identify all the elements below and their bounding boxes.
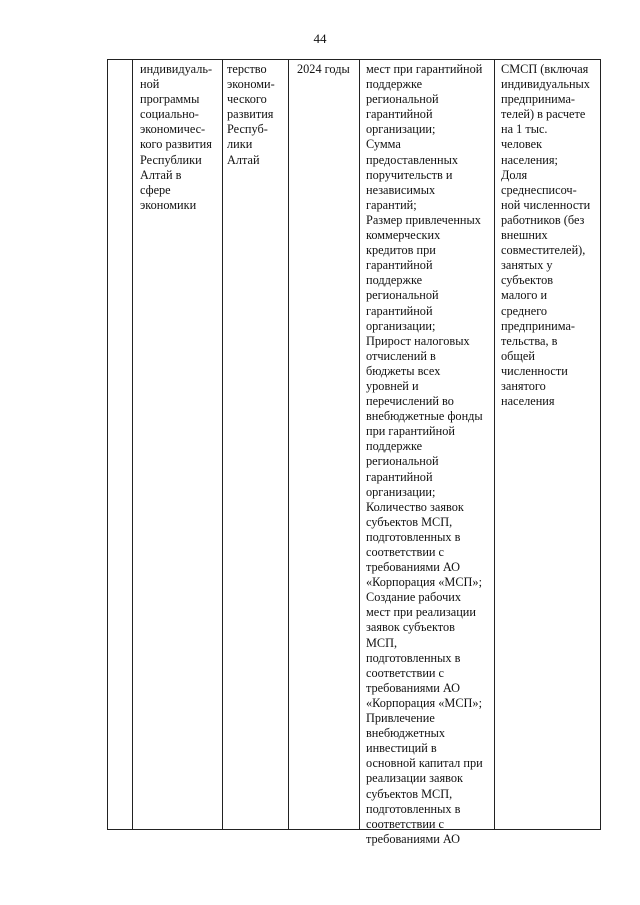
table-cell-executor — [222, 60, 288, 829]
table-cell-year — [288, 60, 359, 829]
table-cell-targets — [494, 60, 600, 829]
cell-targets-text: СМСП (включая индивидуальных предпринима- телей) в расчете на 1 тыс. человек населения; Доля среднесписоч- ной численности работников (без внешних совместителей), занятых у субъектов малого и среднего предпринима- тельства, в общей численности занятого населения — [501, 62, 591, 409]
cell-year-text: 2024 годы — [297, 62, 350, 76]
program-table — [107, 59, 601, 846]
table-cell-program — [132, 60, 222, 829]
cell-program-text: индивидуаль- ной программы социально- экономичес- кого развития Республики Алтай в сфере экономики — [140, 62, 213, 212]
cell-indicators-text: мест при гарантийной поддержке региональной гарантийной организации; Сумма предоставленных поручительств и независимых гарантий; Размер привлеченных коммерческих кредитов при гарантийной поддержке региональной гарантийной организации; Прирост налоговых отчислений в бюджеты всех уровней и перечислений во внебюджетные фонды при гарантийной поддержке региональной гарантийной организации; Количество заявок субъектов МСП, подготовленных в соответствии с требованиями АО «Корпорация «МСП»; Создание рабочих мест при реализации заявок субъектов МСП, подготовленных в соответствии с требованиями АО «Корпорация «МСП»; Привлечение внебюджетных инвестиций в основной капитал при реализации заявок субъектов МСП, подготовленных в соответствии с требованиями АО — [366, 62, 483, 846]
table-cell-blank — [108, 60, 132, 829]
page-number: 44 — [313, 31, 327, 46]
cell-blank-text — [108, 60, 132, 62]
cell-executor-text: терство экономи- ческого развития Респуб- лики Алтай — [227, 62, 275, 167]
table-cell-indicators — [359, 60, 494, 846]
